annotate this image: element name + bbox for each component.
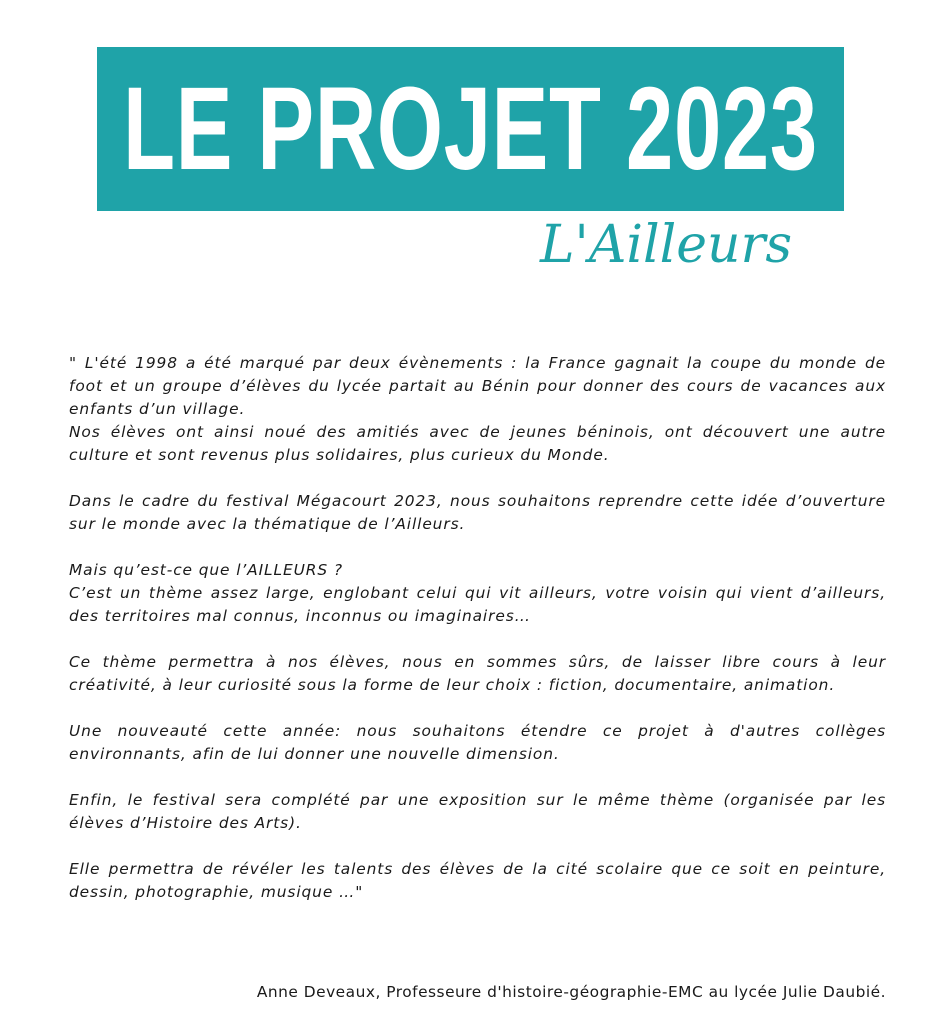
- quote-paragraph: [69, 720, 886, 766]
- quote-paragraph: [69, 789, 886, 835]
- subtitle-svg: [538, 206, 848, 298]
- quote-line: Ce thème permettra à nos élèves, nous en sommes sûrs, de laisser libre cours à leur créativité, à leur curiosité sous la forme de leur choix : fiction, documentaire, animation.: [69, 653, 886, 694]
- page-title: LE PROJET 2023: [123, 63, 818, 195]
- quote-line: " L'été 1998 a été marqué par deux évènements : la France gagnait la coupe du monde de foot et un groupe d’élèves du lycée partait au Bénin pour donner des cours de vacances aux enfants d’un village.: [69, 354, 886, 418]
- quote-paragraph: [69, 559, 886, 628]
- quote-line: Nos élèves ont ainsi noué des amitiés avec de jeunes béninois, ont découvert une autre culture et sont revenus plus solidaires, plus curieux du Monde.: [69, 423, 886, 464]
- quote-line: Une nouveauté cette année: nous souhaitons étendre ce projet à d'autres collèges environnants, afin de lui donner une nouvelle dimension.: [69, 722, 886, 763]
- quote-line: C’est un thème assez large, englobant celui qui vit ailleurs, votre voisin qui vient d’ailleurs, des territoires mal connus, inconnus ou imaginaires…: [69, 584, 886, 625]
- quote-paragraph: [69, 858, 886, 904]
- subtitle-script: [538, 206, 848, 298]
- quote-paragraph: [69, 490, 886, 536]
- quote-paragraph: [69, 352, 886, 467]
- quote-line: Dans le cadre du festival Mégacourt 2023, nous souhaitons reprendre cette idée d’ouverture sur le monde avec la thématique de l’Ailleurs.: [69, 492, 886, 533]
- quote-body: [69, 352, 886, 904]
- quote-paragraph: [69, 651, 886, 697]
- title-banner: [97, 47, 844, 211]
- author-signature: Anne Deveaux, Professeure d'histoire-géographie-EMC au lycée Julie Daubié.: [256, 983, 886, 1001]
- subtitle-text: L'Ailleurs: [540, 215, 793, 275]
- quote-line: Elle permettra de révéler les talents des élèves de la cité scolaire que ce soit en peinture, dessin, photographie, musique …": [69, 860, 886, 901]
- quote-line: Mais qu’est-ce que l’AILLEURS ?: [69, 561, 343, 579]
- quote-line: Enfin, le festival sera complété par une exposition sur le même thème (organisée par les élèves d’Histoire des Arts).: [69, 791, 886, 832]
